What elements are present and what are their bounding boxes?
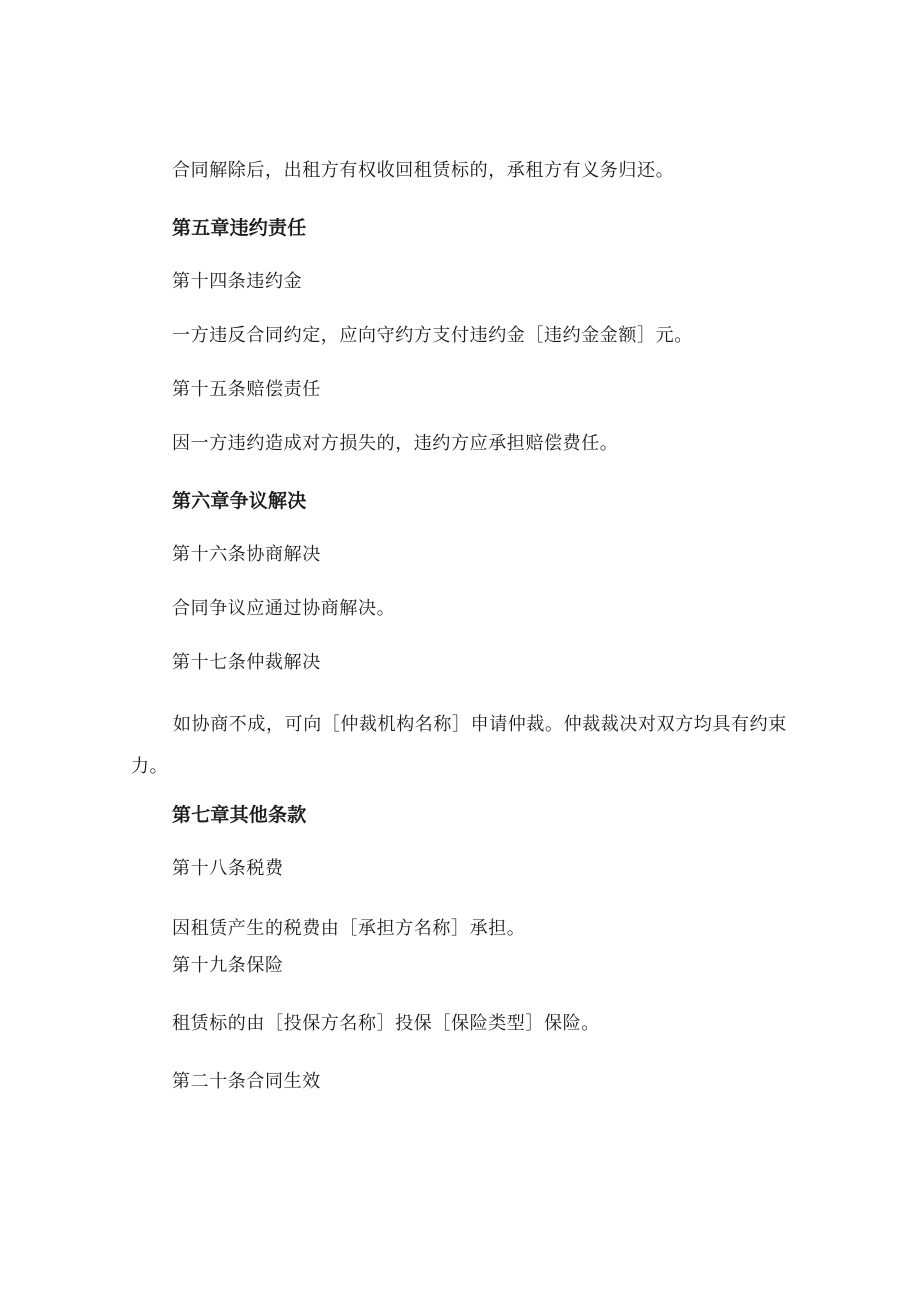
article-17-title: 第十七条仲裁解决 [172, 652, 321, 673]
article-18-text: 因租赁产生的税费由［承担方名称］承担。 [172, 918, 526, 939]
chapter-6-heading: 第六章争议解决 [172, 490, 307, 512]
article-16-title: 第十六条协商解决 [172, 544, 321, 565]
chapter-7-heading: 第七章其他条款 [172, 804, 307, 826]
article-14-text: 一方违反合同约定，应向守约方支付违约金［违约金金额］元。 [172, 325, 693, 346]
article-15-title: 第十五条赔偿责任 [172, 379, 321, 400]
article-19-title: 第十九条保险 [172, 955, 284, 976]
article-20-title: 第二十条合同生效 [172, 1071, 321, 1092]
article-14-title: 第十四条违约金 [172, 271, 303, 292]
paragraph-termination-return: 合同解除后，出租方有权收回租赁标的，承租方有义务归还。 [172, 160, 675, 181]
article-19-text: 租赁标的由［投保方名称］投保［保险类型］保险。 [172, 1013, 600, 1034]
article-15-text: 因一方违约造成对方损失的，违约方应承担赔偿费任。 [172, 433, 619, 454]
article-17-text: 如协商不成，可向［仲裁机构名称］申请仲裁。仲裁裁决对双方均具有约束力。 [131, 714, 787, 777]
article-16-text: 合同争议应通过协商解决。 [172, 598, 396, 619]
article-18-title: 第十八条税费 [172, 858, 284, 879]
chapter-5-heading: 第五章违约责任 [172, 217, 307, 239]
